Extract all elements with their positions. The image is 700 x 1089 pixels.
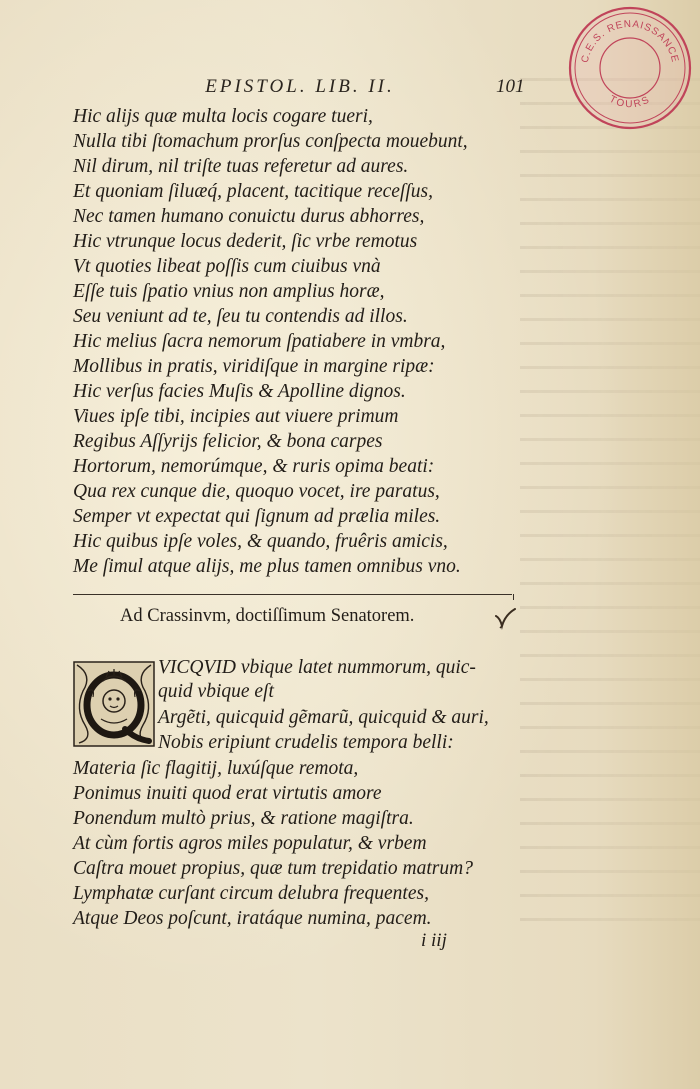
verse-line: Atque Deos poſcunt, iratáque numina, pacem. [73, 908, 432, 929]
library-stamp [565, 4, 695, 130]
verse-line: Hortorum, nemorúmque, & ruris opima beati: [73, 456, 435, 477]
section-rule [73, 594, 512, 595]
verse-line: Ponimus inuiti quod erat virtutis amore [73, 783, 382, 804]
verse-line: Hic melius ſacra nemorum ſpatiabere in vmbra, [73, 331, 446, 352]
verse-line: Me ſimul atque alijs, me plus tamen omnibus vno. [73, 556, 461, 577]
verse-line: Nobis eripiunt crudelis tempora belli: [158, 732, 454, 753]
verse-line: Nulla tibi ſtomachum prorſus conſpecta mouebunt, [73, 131, 468, 152]
page-number: 101 [496, 76, 525, 97]
verse-line: Hic verſus facies Muſis & Apolline dignos. [73, 381, 406, 402]
decorated-initial-q [73, 661, 155, 747]
verse-line: Materia ſic flagitij, luxúſque remota, [73, 758, 359, 779]
verse-line: Qua rex cunque die, quoquo vocet, ire paratus, [73, 481, 440, 502]
poem-dedication: Ad Crassinvm, doctiſſimum Senatorem. [120, 606, 415, 626]
section-rule-end [507, 594, 514, 600]
verse-line: Lymphatæ curſant circum delubra frequentes, [73, 883, 429, 904]
verse-line: At cùm fortis agros miles populatur, & vrbem [73, 833, 427, 854]
verse-line: quid vbique eſt [158, 681, 274, 702]
verse-line: Vt quoties libeat poſſis cum ciuibus vnà [73, 256, 381, 277]
signature-mark: i iij [421, 930, 447, 951]
verse-line: Nil dirum, nil triſte tuas referetur ad aures. [73, 156, 409, 177]
verse-line: Hic quibus ipſe voles, & quando, fruêris amicis, [73, 531, 448, 552]
verse-line: Argẽti, quicquid gẽmarũ, quicquid & auri, [158, 707, 489, 728]
verse-line: Eſſe tuis ſpatio vnius non amplius horæ, [73, 281, 385, 302]
running-title: EPISTOL. LIB. II. [205, 76, 395, 97]
verse-line: Ponendum multò prius, & ratione magiſtra. [73, 808, 414, 829]
verse-line: Semper vt expectat qui ſignum ad prælia miles. [73, 506, 441, 527]
verse-line: Nec tamen humano conuictu durus abhorres, [73, 206, 425, 227]
stamp-bottom-text: TOURS [607, 93, 653, 111]
stamp-top-text: C.E.S. RENAISSANCE [579, 18, 681, 65]
verse-line: Seu veniunt ad te, ſeu tu contendis ad illos. [73, 306, 408, 327]
verse-line: Regibus Aſſyrijs felicior, & bona carpes [73, 431, 383, 452]
verse-line: Hic alijs quæ multa locis cogare tueri, [73, 106, 373, 127]
verse-line: Caſtra mouet propius, quæ tum trepidatio matrum? [73, 858, 473, 879]
verse-line: Mollibus in pratis, viridiſque in margine ripæ: [73, 356, 435, 377]
verse-line: Viues ipſe tibi, incipies aut viuere primum [73, 406, 399, 427]
handwritten-check-icon [492, 606, 518, 630]
show-through-text [520, 60, 700, 940]
verse-line: Et quoniam ſiluæq́, placent, tacitique receſſus, [73, 181, 433, 202]
verse-line: VICQVID vbique latet nummorum, quic- [158, 657, 476, 678]
verse-line: Hic vtrunque locus dederit, ſic vrbe remotus [73, 231, 418, 252]
